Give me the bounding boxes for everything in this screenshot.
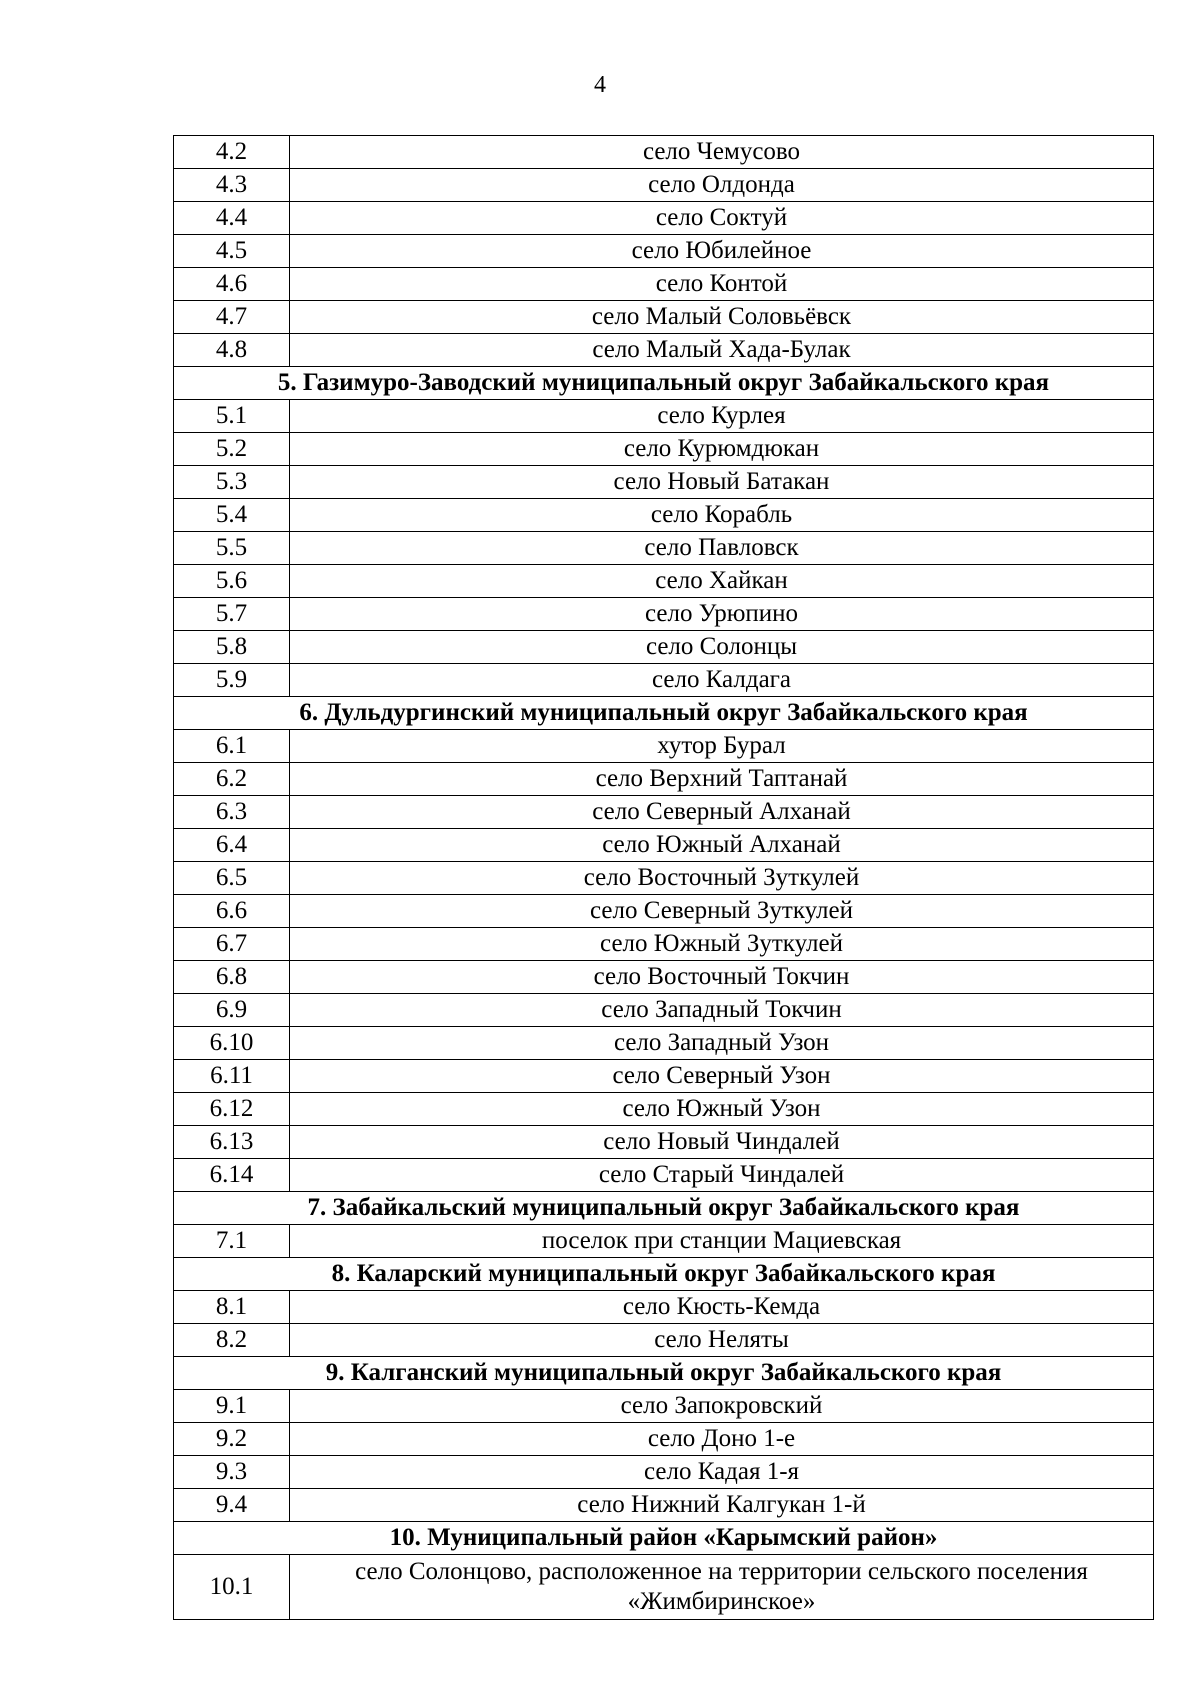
settlement-name: село Старый Чиндалей xyxy=(290,1159,1154,1192)
settlement-name: хутор Бурал xyxy=(290,730,1154,763)
row-number: 6.7 xyxy=(174,928,290,961)
table-row xyxy=(174,433,1154,466)
table-row xyxy=(174,169,1154,202)
settlement-name: село Восточный Зуткулей xyxy=(290,862,1154,895)
settlement-name: село Курюмдюкан xyxy=(290,433,1154,466)
row-number: 9.2 xyxy=(174,1423,290,1456)
settlement-name: село Южный Узон xyxy=(290,1093,1154,1126)
table-row xyxy=(174,1456,1154,1489)
row-number: 9.1 xyxy=(174,1390,290,1423)
settlement-name: село Северный Узон xyxy=(290,1060,1154,1093)
settlement-name: село Неляты xyxy=(290,1324,1154,1357)
table-row xyxy=(174,1489,1154,1522)
table-row xyxy=(174,664,1154,697)
table-row xyxy=(174,631,1154,664)
section-title: 8. Каларский муниципальный округ Забайкальского края xyxy=(174,1258,1154,1291)
table-row xyxy=(174,400,1154,433)
row-number: 4.3 xyxy=(174,169,290,202)
row-number: 6.12 xyxy=(174,1093,290,1126)
table-row xyxy=(174,499,1154,532)
settlement-name: село Урюпино xyxy=(290,598,1154,631)
table-row xyxy=(174,466,1154,499)
settlement-name: село Соктуй xyxy=(290,202,1154,235)
section-header-row xyxy=(174,1522,1154,1555)
settlement-name: село Солонцово, расположенное на территории сельского поселения «Жимбиринское» xyxy=(290,1555,1154,1620)
table-row xyxy=(174,1291,1154,1324)
page-number: 4 xyxy=(594,72,606,98)
table-row xyxy=(174,598,1154,631)
row-number: 5.9 xyxy=(174,664,290,697)
section-title: 9. Калганский муниципальный округ Забайкальского края xyxy=(174,1357,1154,1390)
table-row xyxy=(174,1324,1154,1357)
row-number: 4.7 xyxy=(174,301,290,334)
settlement-name: село Доно 1-е xyxy=(290,1423,1154,1456)
table-row xyxy=(174,829,1154,862)
table-row xyxy=(174,202,1154,235)
table-row xyxy=(174,730,1154,763)
settlement-name: село Западный Узон xyxy=(290,1027,1154,1060)
table-row xyxy=(174,1060,1154,1093)
settlement-name: село Малый Хада-Булак xyxy=(290,334,1154,367)
row-number: 6.5 xyxy=(174,862,290,895)
table-row xyxy=(174,1225,1154,1258)
row-number: 4.6 xyxy=(174,268,290,301)
section-header-row xyxy=(174,697,1154,730)
row-number: 5.3 xyxy=(174,466,290,499)
row-number: 6.4 xyxy=(174,829,290,862)
section-title: 6. Дульдургинский муниципальный округ Забайкальского края xyxy=(174,697,1154,730)
section-header-row xyxy=(174,1258,1154,1291)
row-number: 4.5 xyxy=(174,235,290,268)
table-row xyxy=(174,1423,1154,1456)
section-header-row xyxy=(174,1192,1154,1225)
settlements-table xyxy=(173,135,1154,1620)
settlement-name: село Нижний Калгукан 1-й xyxy=(290,1489,1154,1522)
settlement-name: село Верхний Таптанай xyxy=(290,763,1154,796)
settlement-name: село Западный Токчин xyxy=(290,994,1154,1027)
row-number: 5.5 xyxy=(174,532,290,565)
settlement-name: село Корабль xyxy=(290,499,1154,532)
row-number: 7.1 xyxy=(174,1225,290,1258)
row-number: 6.8 xyxy=(174,961,290,994)
row-number: 5.6 xyxy=(174,565,290,598)
table-row xyxy=(174,1159,1154,1192)
settlement-name: село Малый Соловьёвск xyxy=(290,301,1154,334)
section-header-row xyxy=(174,367,1154,400)
table-row xyxy=(174,334,1154,367)
settlement-name: село Контой xyxy=(290,268,1154,301)
row-number: 6.2 xyxy=(174,763,290,796)
row-number: 5.4 xyxy=(174,499,290,532)
table-row xyxy=(174,268,1154,301)
settlement-name: село Кадая 1-я xyxy=(290,1456,1154,1489)
settlement-name: село Чемусово xyxy=(290,136,1154,169)
table-row xyxy=(174,1027,1154,1060)
settlement-name: село Северный Алханай xyxy=(290,796,1154,829)
row-number: 5.2 xyxy=(174,433,290,466)
table-row xyxy=(174,796,1154,829)
row-number: 6.9 xyxy=(174,994,290,1027)
row-number: 4.8 xyxy=(174,334,290,367)
section-header-row xyxy=(174,1357,1154,1390)
settlement-name: село Северный Зуткулей xyxy=(290,895,1154,928)
settlement-name: село Запокровский xyxy=(290,1390,1154,1423)
section-title: 10. Муниципальный район «Карымский район» xyxy=(174,1522,1154,1555)
row-number: 6.13 xyxy=(174,1126,290,1159)
settlement-name: село Южный Зуткулей xyxy=(290,928,1154,961)
row-number: 4.4 xyxy=(174,202,290,235)
row-number: 6.11 xyxy=(174,1060,290,1093)
table-row xyxy=(174,862,1154,895)
table-row xyxy=(174,1126,1154,1159)
row-number: 6.10 xyxy=(174,1027,290,1060)
settlement-name: село Калдага xyxy=(290,664,1154,697)
settlement-name: поселок при станции Мациевская xyxy=(290,1225,1154,1258)
table-row xyxy=(174,301,1154,334)
settlement-name: село Новый Чиндалей xyxy=(290,1126,1154,1159)
table-row xyxy=(174,1093,1154,1126)
row-number: 5.8 xyxy=(174,631,290,664)
row-number: 4.2 xyxy=(174,136,290,169)
row-number: 8.2 xyxy=(174,1324,290,1357)
settlement-name: село Хайкан xyxy=(290,565,1154,598)
section-title: 7. Забайкальский муниципальный округ Забайкальского края xyxy=(174,1192,1154,1225)
row-number: 6.1 xyxy=(174,730,290,763)
table-row xyxy=(174,136,1154,169)
settlement-name: село Курлея xyxy=(290,400,1154,433)
table-row xyxy=(174,1390,1154,1423)
settlement-name: село Солонцы xyxy=(290,631,1154,664)
row-number: 6.6 xyxy=(174,895,290,928)
row-number: 5.7 xyxy=(174,598,290,631)
row-number: 6.3 xyxy=(174,796,290,829)
table-row xyxy=(174,763,1154,796)
settlement-name: село Юбилейное xyxy=(290,235,1154,268)
row-number: 10.1 xyxy=(174,1555,290,1620)
settlement-name: село Олдонда xyxy=(290,169,1154,202)
table-row xyxy=(174,532,1154,565)
settlement-name: село Восточный Токчин xyxy=(290,961,1154,994)
table-row xyxy=(174,994,1154,1027)
settlement-name: село Новый Батакан xyxy=(290,466,1154,499)
settlement-name: село Кюсть-Кемда xyxy=(290,1291,1154,1324)
settlement-name: село Южный Алханай xyxy=(290,829,1154,862)
row-number: 6.14 xyxy=(174,1159,290,1192)
table-row xyxy=(174,961,1154,994)
table-row xyxy=(174,928,1154,961)
table-row xyxy=(174,565,1154,598)
table-row xyxy=(174,895,1154,928)
table-body xyxy=(174,136,1154,1620)
settlement-name: село Павловск xyxy=(290,532,1154,565)
row-number: 9.4 xyxy=(174,1489,290,1522)
table-row xyxy=(174,235,1154,268)
row-number: 5.1 xyxy=(174,400,290,433)
row-number: 8.1 xyxy=(174,1291,290,1324)
row-number: 9.3 xyxy=(174,1456,290,1489)
table-row xyxy=(174,1555,1154,1620)
section-title: 5. Газимуро-Заводский муниципальный округ Забайкальского края xyxy=(174,367,1154,400)
